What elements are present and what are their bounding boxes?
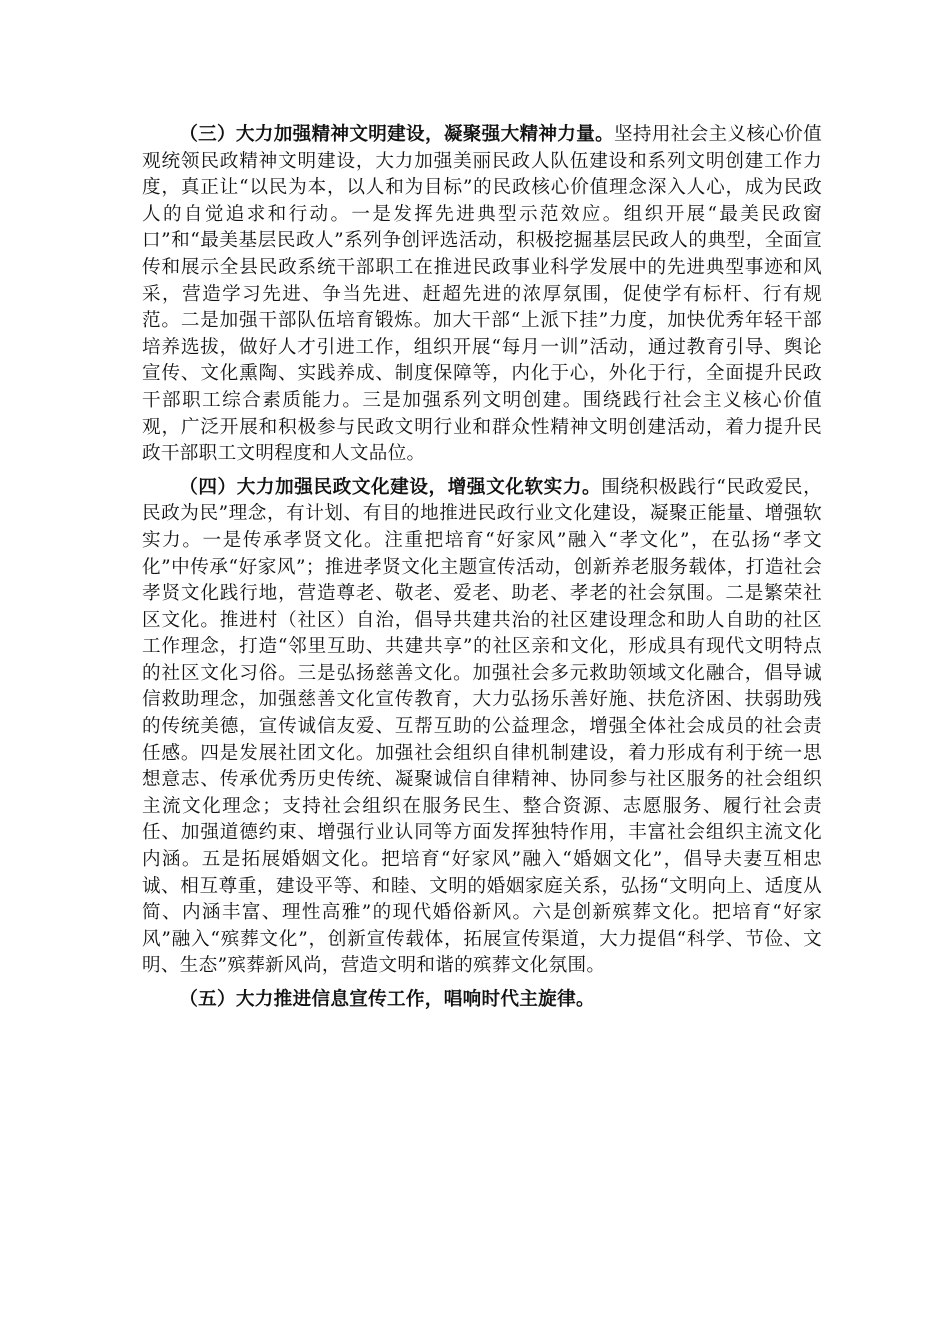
paragraph-spiritual-civilization (142, 122, 822, 468)
paragraph-heading: （四）大力加强民政文化建设，增强文化软实力。 (179, 476, 602, 498)
paragraph-information-publicity (142, 987, 822, 1014)
paragraph-body: 坚持用社会主义核心价值观统领民政精神文明建设，大力加强美丽民政人队伍建设和系列文明创建工作力度，真正让“以民为本，以人和为目标”的民政核心价值理念深入人心，成为民政人的自觉追求和行动。一是发挥先进典型示范效应。组织开展“最美民政窗口”和“最美基层民政人”系列争创评选活动，积极挖掘基层民政人的典型，全面宣传和展示全县民政系统干部职工在推进民政事业科学发展中的先进典型事迹和风采，营造学习先进、争当先进、赶超先进的浓厚氛围，促使学有标杆、行有规范。二是加强干部队伍培育锻炼。加大干部“上派下挂”力度，加快优秀年轻干部培养选拔，做好人才引进工作，组织开展“每月一训”活动，通过教育引导、舆论宣传、文化熏陶、实践养成、制度保障等，内化于心，外化于行，全面提升民政干部职工综合素质能力。三是加强系列文明创建。围绕践行社会主义核心价值观，广泛开展和积极参与民政文明行业和群众性精神文明创建活动，着力提升民政干部职工文明程度和人文品位。 (142, 124, 822, 465)
paragraph-body: 围绕积极践行“民政爱民，民政为民”理念，有计划、有目的地推进民政行业文化建设，凝聚正能量、增强软实力。一是传承孝贤文化。注重把培育“好家风”融入“孝文化”，在弘扬“孝文化”中传承“好家风”；推进孝贤文化主题宣传活动，创新养老服务载体，打造社会孝贤文化践行地，营造尊老、敬老、爱老、助老、孝老的社会氛围。二是繁荣社区文化。推进村（社区）自治，倡导共建共治的社区建设理念和助人自助的社区工作理念，打造“邻里互助、共建共享”的社区亲和文化，形成具有现代文明特点的社区文化习俗。三是弘扬慈善文化。加强社会多元救助领域文化融合，倡导诚信救助理念，加强慈善文化宣传教育，大力弘扬乐善好施、扶危济困、扶弱助残的传统美德，宣传诚信友爱、互帮互助的公益理念，增强全体社会成员的社会责任感。四是发展社团文化。加强社会组织自律机制建设，着力形成有利于统一思想意志、传承优秀历史传统、凝聚诚信自律精神、协同参与社区服务的社会组织主流文化理念；支持社会组织在服务民生、整合资源、志愿服务、履行社会责任、加强道德约束、增强行业认同等方面发挥独特作用，丰富社会组织主流文化内涵。五是拓展婚姻文化。把培育“好家风”融入“婚姻文化”，倡导夫妻互相忠诚、相互尊重，建设平等、和睦、文明的婚姻家庭关系，弘扬“文明向上、适度从简、内涵丰富、理性高雅”的现代婚俗新风。六是创新殡葬文化。把培育“好家风”融入“殡葬文化”，创新宣传载体，拓展宣传渠道，大力提倡“科学、节俭、文明、生态”殡葬新风尚，营造文明和谐的殡葬文化氛围。 (142, 476, 822, 977)
paragraph-heading: （三）大力加强精神文明建设，凝聚强大精神力量。 (179, 124, 615, 145)
paragraph-civil-affairs-culture (142, 475, 822, 980)
paragraph-heading: （五）大力推进信息宣传工作，唱响时代主旋律。 (179, 989, 595, 1010)
document-page (142, 122, 822, 1021)
